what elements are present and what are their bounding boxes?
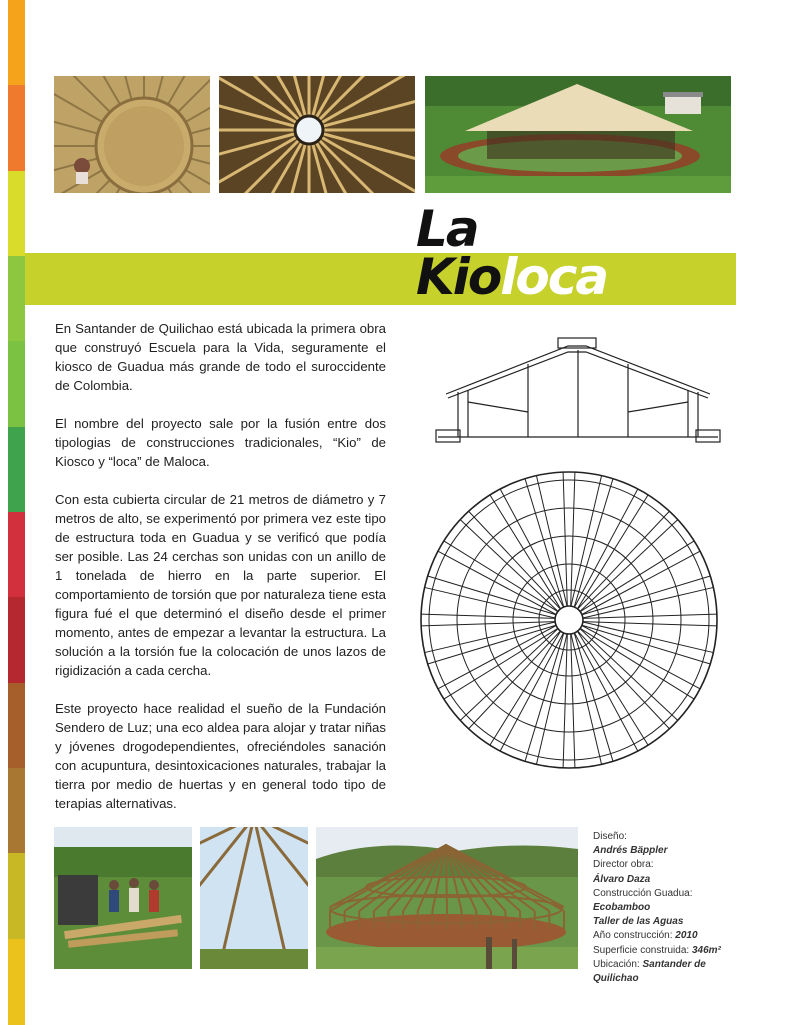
photo-workers bbox=[54, 827, 192, 969]
credit-row-anio bbox=[593, 929, 743, 943]
credit-value-anio: 2010 bbox=[675, 930, 698, 942]
credit-label-anio: Año construcción: bbox=[593, 930, 673, 942]
strip-segment bbox=[8, 85, 25, 171]
photo-kiosk-landscape bbox=[425, 76, 731, 193]
credit-value-superficie: 346m² bbox=[691, 944, 721, 956]
credit-row-superficie bbox=[593, 944, 743, 958]
strip-segment bbox=[8, 512, 25, 598]
credit-label-diseno: Diseño: bbox=[593, 831, 627, 842]
credit-label-ubicacion: Ubicación: bbox=[593, 958, 640, 970]
strip-segment bbox=[8, 768, 25, 854]
credit-value-director: Álvaro Daza bbox=[593, 873, 651, 885]
photo-kiosk-structure bbox=[316, 827, 578, 969]
strip-segment bbox=[8, 427, 25, 513]
plan-drawing bbox=[418, 468, 720, 772]
paragraph: En Santander de Quilichao está ubicada la primera obra que construyó Escuela para la Vida, seguramente el kiosco de Guadua más grande de todo el suroccidente de Colombia. bbox=[55, 321, 386, 393]
project-credits bbox=[593, 830, 743, 986]
credit-value-ubicacion-2: Quilichao bbox=[593, 973, 639, 985]
strip-segment bbox=[8, 939, 25, 1025]
title-band bbox=[25, 253, 736, 305]
credit-label-construccion: Construcción Guadua: bbox=[593, 887, 693, 899]
paragraph: Con esta cubierta circular de 21 metros de diámetro y 7 metros de alto, se experimentó por primera vez este tipo de estructura toda en Guadua y se verificó que podía ser posible. Las 24 cerchas son unidas con un anillo de 1 tonelada de hierro en la parte superior. El comportamiento de torsión que por naturaleza tiene esta figura fué el que determinó el diseño desde el primer momento, antes de empezar a levantar la estructura. La solución a la torsión fue la colocación de unos lazos de rigidización a cada cercha. bbox=[55, 492, 386, 678]
credit-value-construccion-2: Taller de las Aguas bbox=[593, 916, 684, 928]
page-title bbox=[416, 200, 608, 306]
credit-label-director: Director obra: bbox=[593, 859, 654, 871]
credit-row-ubicacion bbox=[593, 958, 743, 972]
photo-roof-interior-figure bbox=[54, 76, 210, 193]
strip-segment bbox=[8, 171, 25, 257]
strip-segment bbox=[8, 341, 25, 427]
photo-roof-spokes bbox=[219, 76, 415, 193]
article-body bbox=[55, 319, 386, 832]
credit-value-ubicacion-1: Santander de bbox=[642, 958, 706, 970]
section-drawing bbox=[428, 332, 728, 456]
credit-value-construccion-1: Ecobamboo bbox=[593, 902, 651, 914]
strip-segment bbox=[8, 683, 25, 769]
strip-segment bbox=[8, 256, 25, 342]
strip-segment bbox=[8, 597, 25, 683]
title-line1: La bbox=[416, 200, 478, 258]
credit-value-diseno: Andrés Bäppler bbox=[593, 845, 668, 857]
title-loca: loca bbox=[500, 248, 608, 306]
strip-segment bbox=[8, 853, 25, 939]
title-kio: Kio bbox=[416, 248, 501, 306]
photo-frame-from-below bbox=[200, 827, 308, 969]
credit-label-superficie: Superficie construida: bbox=[593, 944, 690, 956]
paragraph: Este proyecto hace realidad el sueño de la Fundación Sendero de Luz; una eco aldea para alojar y tratar niñas y jóvenes drogodependientes, ofreciéndoles sanación con acupuntura, desintoxicaciones naturales, trabajar la tierra por medio de huertas y en general todo tipo de terapias alternativas. bbox=[55, 701, 386, 811]
paragraph: El nombre del proyecto sale por la fusión entre dos tipologias de construcciones tradicionales, “Kio” de Kiosco y “loca” de Maloca. bbox=[55, 416, 386, 469]
strip-segment bbox=[8, 0, 25, 86]
